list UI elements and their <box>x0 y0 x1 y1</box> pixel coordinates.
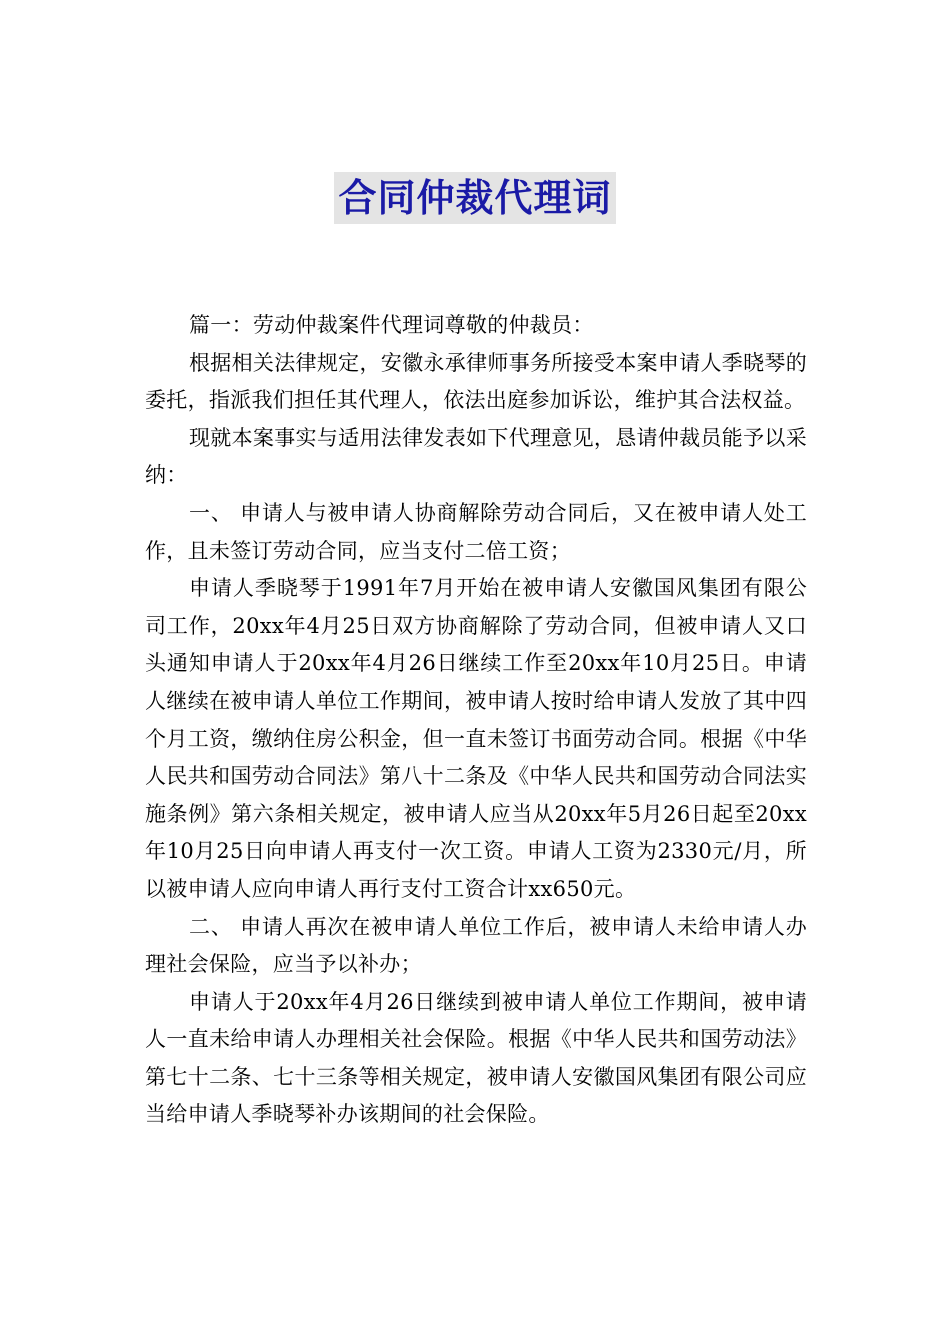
paragraph-salutation: 篇一：劳动仲裁案件代理词尊敬的仲裁员： <box>189 313 594 337</box>
paragraph-point-two-body: 申请人于20xx年4月26日继续到被申请人单位工作期间，被申请人一直未给申请人办理相关社会保险。根据《中华人民共和国劳动法》第七十二条、七十三条等相关规定，被申请人安徽国风集团有限公司应当给申请人季晓琴补办该期间的社会保险。 <box>145 989 807 1127</box>
paragraph-opinion-lead: 现就本案事实与适用法律发表如下代理意见，恳请仲裁员能予以采纳： <box>145 425 807 488</box>
document-body <box>145 307 807 1134</box>
title-container <box>0 172 950 224</box>
paragraph-intro: 根据相关法律规定，安徽永承律师事务所接受本案申请人季晓琴的委托，指派我们担任其代理人，依法出庭参加诉讼，维护其合法权益。 <box>145 350 807 413</box>
paragraph-point-one-body: 申请人季晓琴于1991年7月开始在被申请人安徽国风集团有限公司工作，20xx年4月25日双方协商解除了劳动合同，但被申请人又口头通知申请人于20xx年4月26日继续工作至20xx年10月25日。申请人继续在被申请人单位工作期间，被申请人按时给申请人发放了其中四个月工资，缴纳住房公积金，但一直未签订书面劳动合同。根据《中华人民共和国劳动合同法》第八十二条及《中华人民共和国劳动合同法实施条例》第六条相关规定，被申请人应当从20xx年5月26日起至20xx年10月25日向申请人再支付一次工资。申请人工资为2330元/月，所以被申请人应向申请人再行支付工资合计xx650元。 <box>145 576 807 901</box>
paragraph-point-two-heading: 二、 申请人再次在被申请人单位工作后，被申请人未给申请人办理社会保险，应当予以补办； <box>145 914 807 977</box>
paragraph-point-one-heading: 一、 申请人与被申请人协商解除劳动合同后，又在被申请人处工作，且未签订劳动合同，应当支付二倍工资； <box>145 500 807 563</box>
document-title: 合同仲裁代理词 <box>334 172 615 224</box>
